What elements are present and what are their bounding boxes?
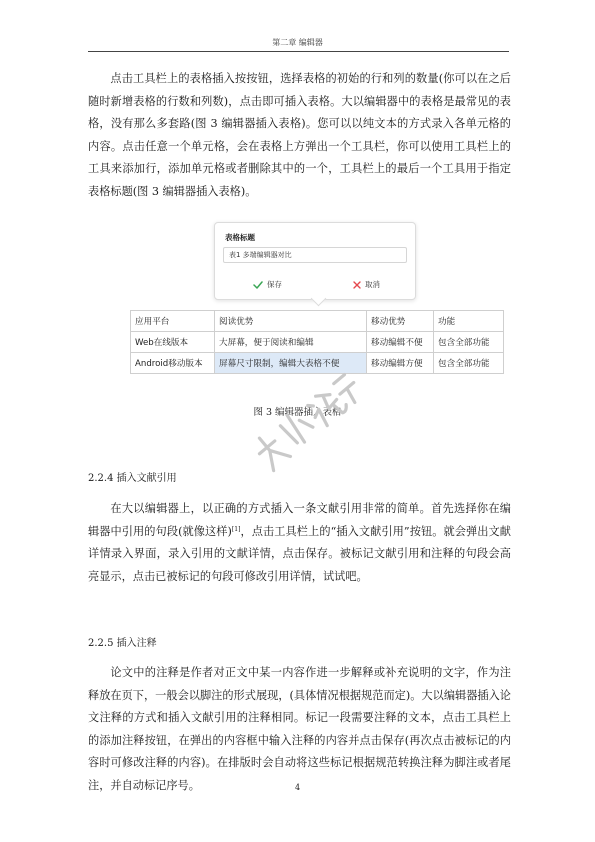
save-label: 保存 [267,280,282,289]
table-row [131,311,504,332]
cancel-label: 取消 [365,280,380,289]
table-row [131,332,504,353]
table-cell[interactable]: 阅读优势 [215,311,367,332]
paragraph-table-insert: 点击工具栏上的表格插入按按钮，选择表格的初始的行和列的数量(你可以在之后随时新增表格的行数和列数)，点击即可插入表格。大以编辑器中的表格是最常见的表格，没有那么多套路(图 3 编辑器插入表格)。您可以以纯文本的方式录入各单元格的内容。点击任意一个单元格，会在表格上方弹出一个工具栏，你可以使用工具栏上的工具来添加行，添加单元格或者删除其中的一个，工具栏上的最后一个工具用于指定表格标题(图 3 编辑器插入表格)。 [88,72,511,198]
table-cell[interactable]: 移动编辑不便 [367,332,434,353]
header-title: 第二章 编辑器 [272,38,323,47]
cancel-button[interactable] [353,279,380,290]
paragraph-citation [88,498,511,588]
save-button[interactable] [253,279,282,290]
table-cell[interactable]: 包含全部功能 [434,332,504,353]
table-cell[interactable]: Web在线版本 [131,332,215,353]
section-heading-note: 2.2.5 插入注释 [88,638,157,649]
paragraph-note: 论文中的注释是作者对正文中某一内容作进一步解释或补充说明的文字，作为注释放在页下，一般会以脚注的形式展现，(具体情况根据规范而定)。大以编辑器插入论文注释的方式和插入文献引用的注释相同。标记一段需要注释的文本，点击工具栏上的添加注释按钮，在弹出的内容框中输入注释的内容并点击保存(再次点击被标记的内容时可修改注释的内容)。在排版时会自动将这些标记根据规范转换注释为脚注或者尾注，并自动标记序号。 [88,666,511,792]
section-heading-citation: 2.2.4 插入文献引用 [88,473,177,484]
table-caption-popup [214,222,416,300]
table-cell[interactable]: 大屏幕，便于阅读和编辑 [215,332,367,353]
table-cell[interactable]: 移动优势 [367,311,434,332]
popup-title: 表格标题 [225,233,255,242]
comparison-table [130,310,504,374]
header-divider [88,51,509,52]
citation-text-start: 在大以编辑器上，以正确的方式插入一条文献引用非常的简单。首先选择你在编辑器中引用的句段(就像这样) [88,502,511,538]
close-icon [353,281,361,289]
page-number: 4 [294,783,301,792]
popup-actions [215,279,415,293]
table-cell-selected[interactable]: 屏幕尺寸限制，编辑大表格不便 [215,353,367,374]
table-cell[interactable]: Android移动版本 [131,353,215,374]
table-cell[interactable]: 包含全部功能 [434,353,504,374]
figure-caption: 图 3 编辑器插入表格 [253,407,342,418]
table-cell[interactable]: 移动编辑方便 [367,353,434,374]
table-caption-input[interactable]: 表1 多端编辑器对比 [223,247,407,263]
check-icon [253,281,263,289]
citation-text-end: ，点击工具栏上的“插入文献引用”按钮。就会弹出文献详情录入界面，录入引用的文献详情，点击保存。被标记文献引用和注释的句段会高亮显示，点击已被标记的句段可修改引用详情，试试吧。 [88,524,511,583]
citation-marker[interactable]: [1] [231,525,241,533]
table-cell[interactable]: 应用平台 [131,311,215,332]
table-cell[interactable]: 功能 [434,311,504,332]
